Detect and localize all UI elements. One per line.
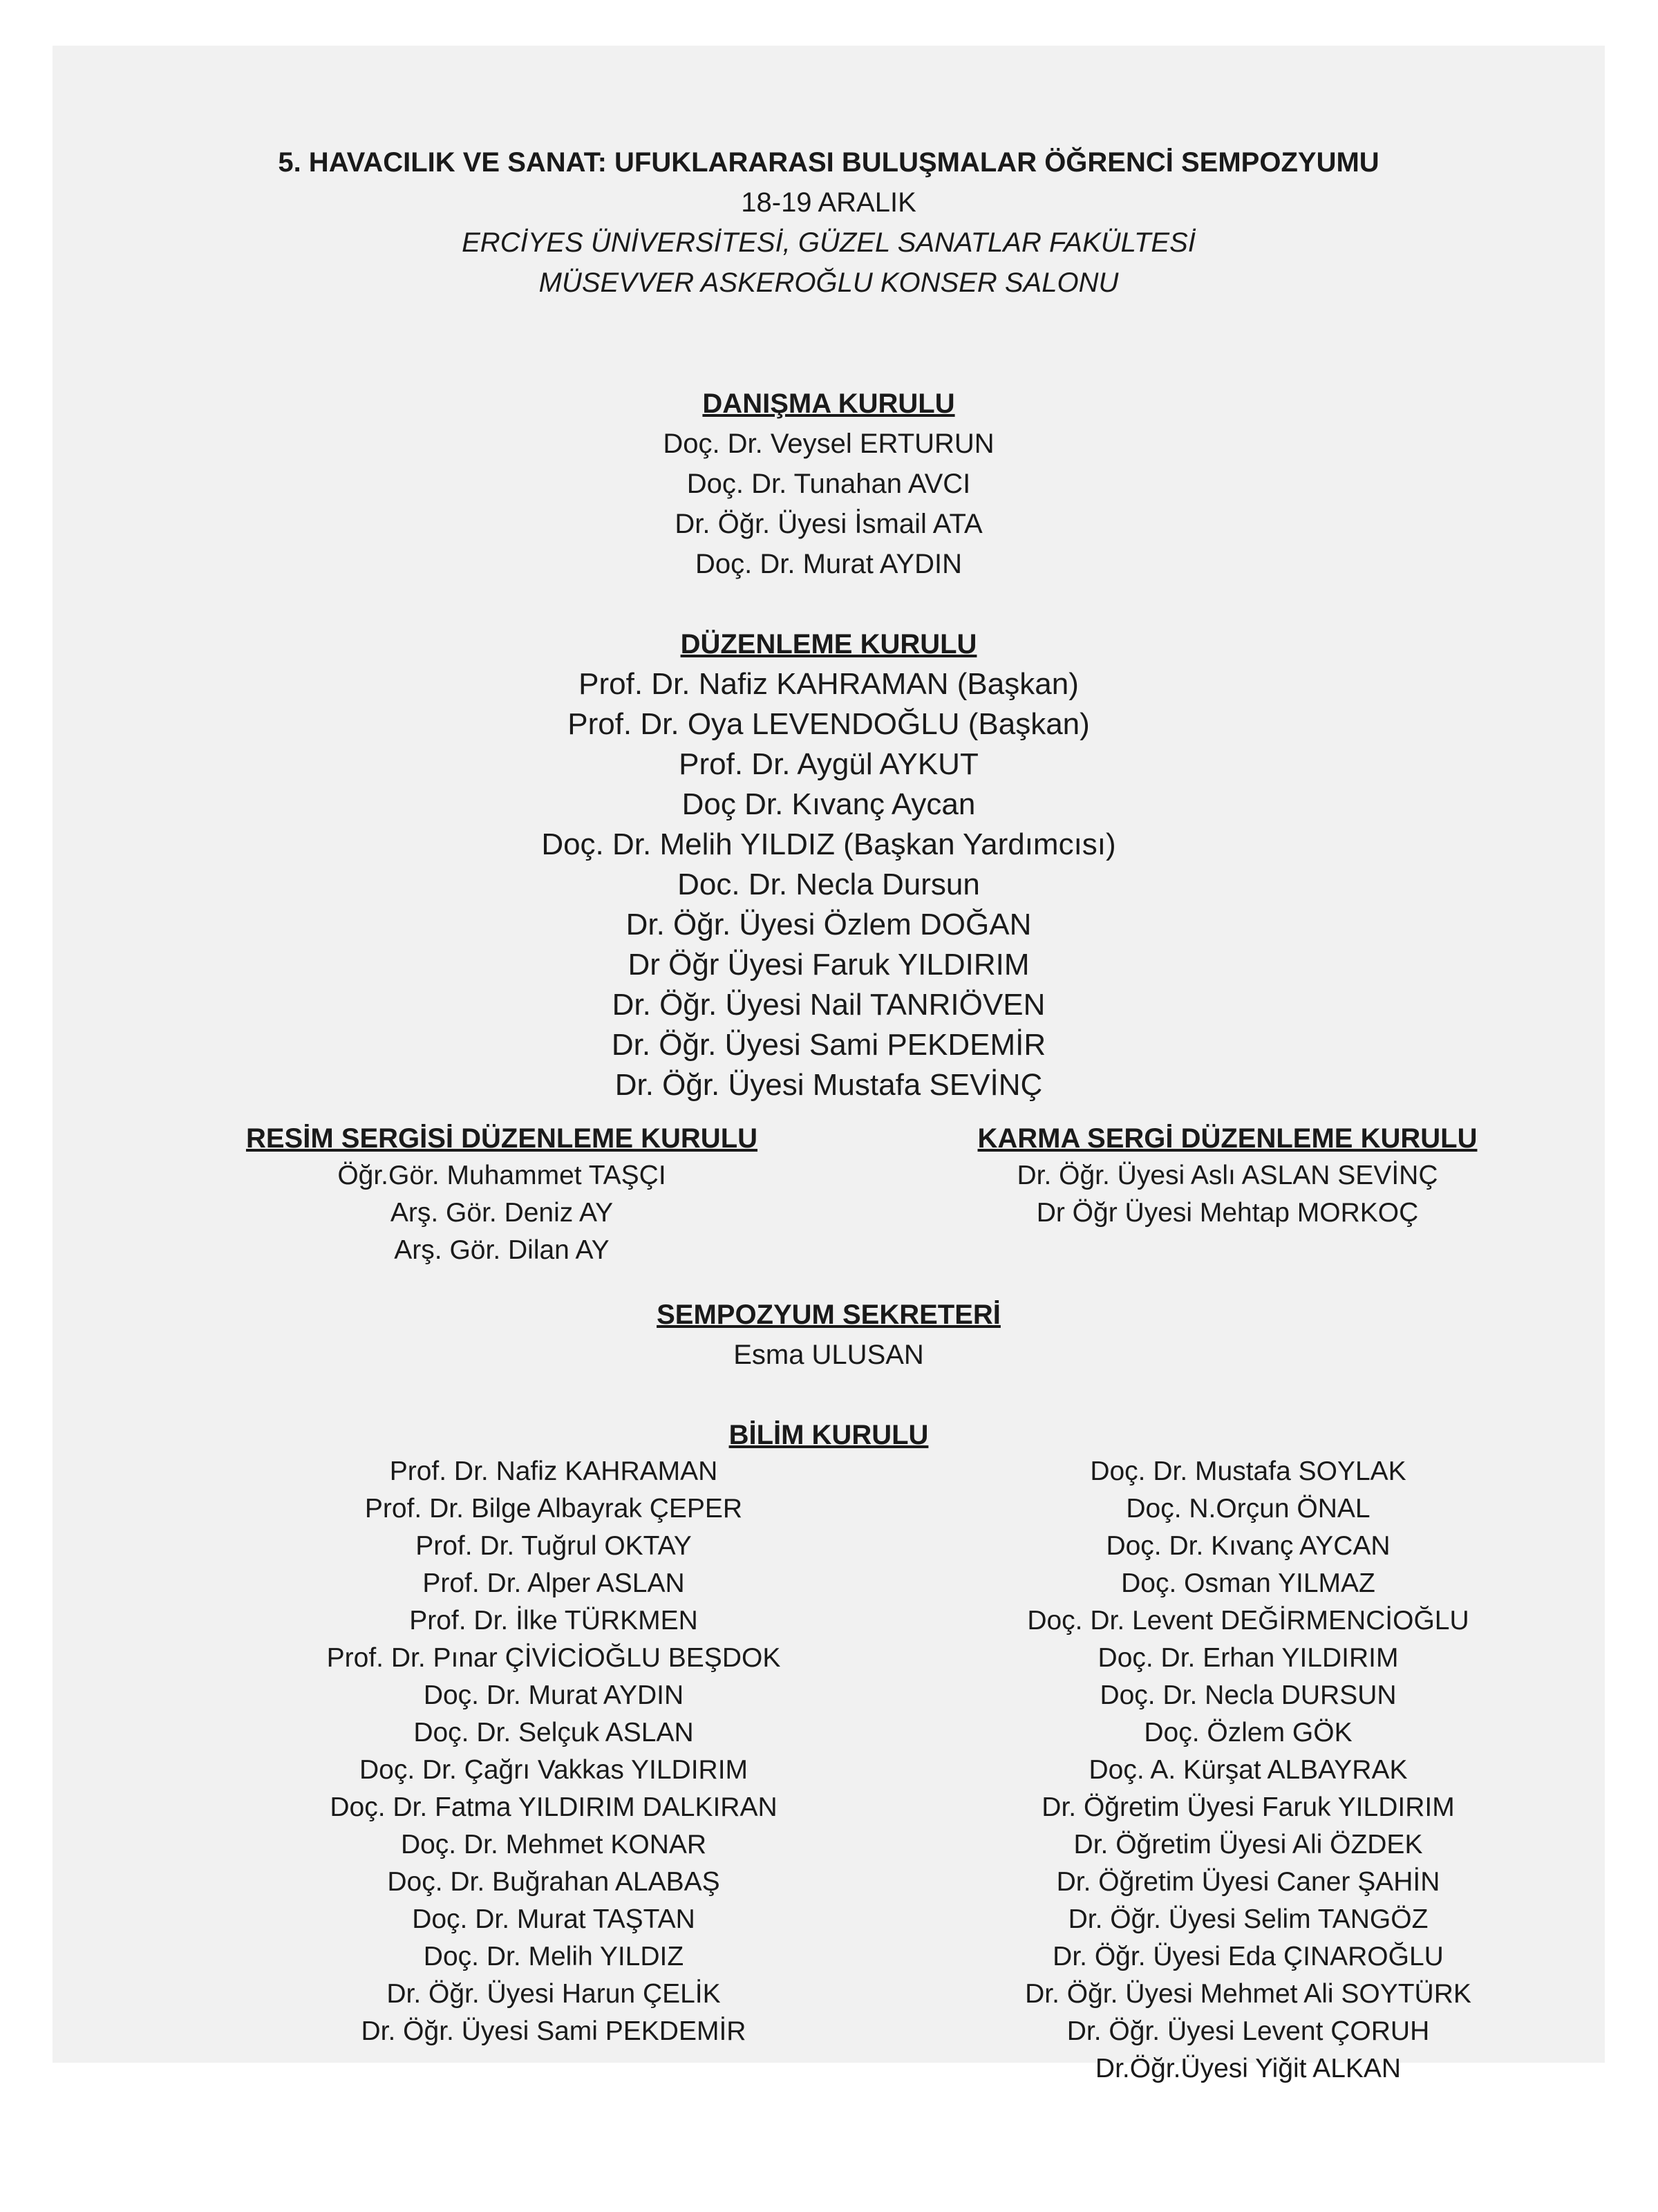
symposium-date: 18-19 ARALIK (741, 187, 916, 218)
advisory-board-heading: DANIŞMA KURULU (702, 388, 955, 419)
list-item: Dr Öğr Üyesi Faruk YILDIRIM (628, 948, 1030, 982)
list-item: Doç. Dr. Kıvanç AYCAN (1106, 1531, 1391, 1561)
list-item: Doç. Dr. Melih YILDIZ (Başkan Yardımcısı) (541, 827, 1116, 861)
list-item: Dr.Öğr.Üyesi Yiğit ALKAN (1095, 2054, 1402, 2083)
list-item: Dr Öğr Üyesi Mehtap MORKOÇ (1036, 1198, 1419, 1228)
list-item: Dr. Öğr. Üyesi Sami PEKDEMİR (361, 2016, 746, 2046)
list-item: Dr. Öğr. Üyesi Mehmet Ali SOYTÜRK (1025, 1979, 1471, 2009)
list-item: Dr. Öğr. Üyesi Selim TANGÖZ (1068, 1904, 1429, 1934)
list-item: Dr. Öğr. Üyesi Aslı ASLAN SEVİNÇ (1017, 1161, 1438, 1190)
scientific-board-header (53, 1415, 1605, 1455)
list-item: Dr. Öğretim Üyesi Caner ŞAHİN (1056, 1867, 1440, 1897)
list-item: Doç. Dr. Levent DEĞİRMENCİOĞLU (1027, 1606, 1469, 1635)
list-item: Esma ULUSAN (733, 1340, 924, 1370)
venue-line-2: MÜSEVVER ASKEROĞLU KONSER SALONU (538, 268, 1119, 298)
list-item: Doç. Dr. Mehmet KONAR (400, 1830, 707, 1859)
list-item: Doç. Dr. Buğrahan ALABAŞ (387, 1867, 720, 1897)
list-item: Arş. Gör. Dilan AY (394, 1235, 610, 1265)
list-item: Doç. Dr. Erhan YILDIRIM (1098, 1643, 1399, 1673)
list-item: Doç. A. Kürşat ALBAYRAK (1089, 1755, 1408, 1785)
list-item: Prof. Dr. Nafiz KAHRAMAN (389, 1456, 718, 1486)
list-item: Dr. Öğretim Üyesi Faruk YILDIRIM (1042, 1792, 1455, 1822)
list-item: Doç Dr. Kıvanç Aycan (681, 787, 976, 821)
header-block (53, 142, 1605, 303)
list-item: Dr. Öğr. Üyesi Özlem DOĞAN (625, 908, 1032, 941)
scientific-board-right-column (903, 1453, 1594, 2088)
advisory-board-section (53, 384, 1605, 584)
secretary-section (53, 1295, 1605, 1375)
organizing-committee-heading: DÜZENLEME KURULU (680, 629, 977, 659)
list-item: Doç. Dr. Murat TAŞTAN (412, 1904, 695, 1934)
list-item: Arş. Gör. Deniz AY (390, 1198, 614, 1228)
list-item: Doç. Osman YILMAZ (1121, 1568, 1375, 1598)
list-item: Doç. Dr. Tunahan AVCI (686, 469, 971, 499)
list-item: Doc. Dr. Necla Dursun (677, 868, 980, 901)
list-item: Doç. Dr. Fatma YILDIRIM DALKIRAN (330, 1792, 778, 1822)
list-item: Prof. Dr. Pınar ÇİVİCİOĞLU BEŞDOK (326, 1643, 781, 1673)
list-item: Dr. Öğr. Üyesi Nail TANRIÖVEN (612, 988, 1046, 1022)
list-item: Prof. Dr. Nafiz KAHRAMAN (Başkan) (578, 667, 1079, 701)
secretary-heading: SEMPOZYUM SEKRETERİ (657, 1300, 1001, 1330)
list-item: Doç. Dr. Necla DURSUN (1100, 1680, 1397, 1710)
list-item: Prof. Dr. Oya LEVENDOĞLU (Başkan) (567, 707, 1090, 741)
mixed-exhibition-committee (882, 1120, 1573, 1232)
list-item: Prof. Dr. Bilge Albayrak ÇEPER (364, 1494, 743, 1524)
list-item: Prof. Dr. İlke TÜRKMEN (409, 1606, 698, 1635)
scientific-board-heading: BİLİM KURULU (728, 1420, 929, 1450)
mixed-exhibition-heading: KARMA SERGİ DÜZENLEME KURULU (977, 1123, 1478, 1154)
list-item: Doç. Dr. Mustafa SOYLAK (1090, 1456, 1406, 1486)
painting-exhibition-committee (156, 1120, 847, 1269)
list-item: Prof. Dr. Aygül AYKUT (679, 747, 979, 781)
list-item: Dr. Öğretim Üyesi Ali ÖZDEK (1073, 1830, 1423, 1859)
list-item: Dr. Öğr. Üyesi Levent ÇORUH (1066, 2016, 1430, 2046)
venue-line-1: ERCİYES ÜNİVERSİTESİ, GÜZEL SANATLAR FAKÜLTESİ (462, 227, 1196, 258)
list-item: Doç. Dr. Murat AYDIN (695, 549, 962, 579)
list-item: Dr. Öğr. Üyesi Mustafa SEVİNÇ (614, 1068, 1043, 1102)
list-item: Doç. Dr. Melih YILDIZ (423, 1942, 684, 1971)
list-item: Öğr.Gör. Muhammet TAŞÇI (337, 1161, 666, 1190)
list-item: Doç. Dr. Veysel ERTURUN (663, 429, 995, 459)
list-item: Dr. Öğr. Üyesi Eda ÇINAROĞLU (1053, 1942, 1444, 1971)
painting-exhibition-heading: RESİM SERGİSİ DÜZENLEME KURULU (245, 1123, 758, 1154)
document-page (53, 46, 1605, 2083)
list-item: Dr. Öğr. Üyesi Harun ÇELİK (386, 1979, 721, 2009)
list-item: Doç. N.Orçun ÖNAL (1126, 1494, 1370, 1524)
scientific-board-left-column (208, 1453, 899, 2050)
list-item: Prof. Dr. Alper ASLAN (422, 1568, 685, 1598)
list-item: Doç. Dr. Selçuk ASLAN (413, 1718, 694, 1747)
list-item: Doç. Özlem GÖK (1144, 1718, 1353, 1747)
list-item: Doç. Dr. Çağrı Vakkas YILDIRIM (359, 1755, 748, 1785)
symposium-title: 5. HAVACILIK VE SANAT: UFUKLARARASI BULUŞMALAR ÖĞRENCİ SEMPOZYUMU (278, 147, 1379, 178)
list-item: Doç. Dr. Murat AYDIN (423, 1680, 684, 1710)
list-item: Dr. Öğr. Üyesi Sami PEKDEMİR (611, 1028, 1046, 1062)
list-item: Dr. Öğr. Üyesi İsmail ATA (675, 509, 983, 539)
organizing-committee-section (53, 624, 1605, 1105)
list-item: Prof. Dr. Tuğrul OKTAY (415, 1531, 692, 1561)
